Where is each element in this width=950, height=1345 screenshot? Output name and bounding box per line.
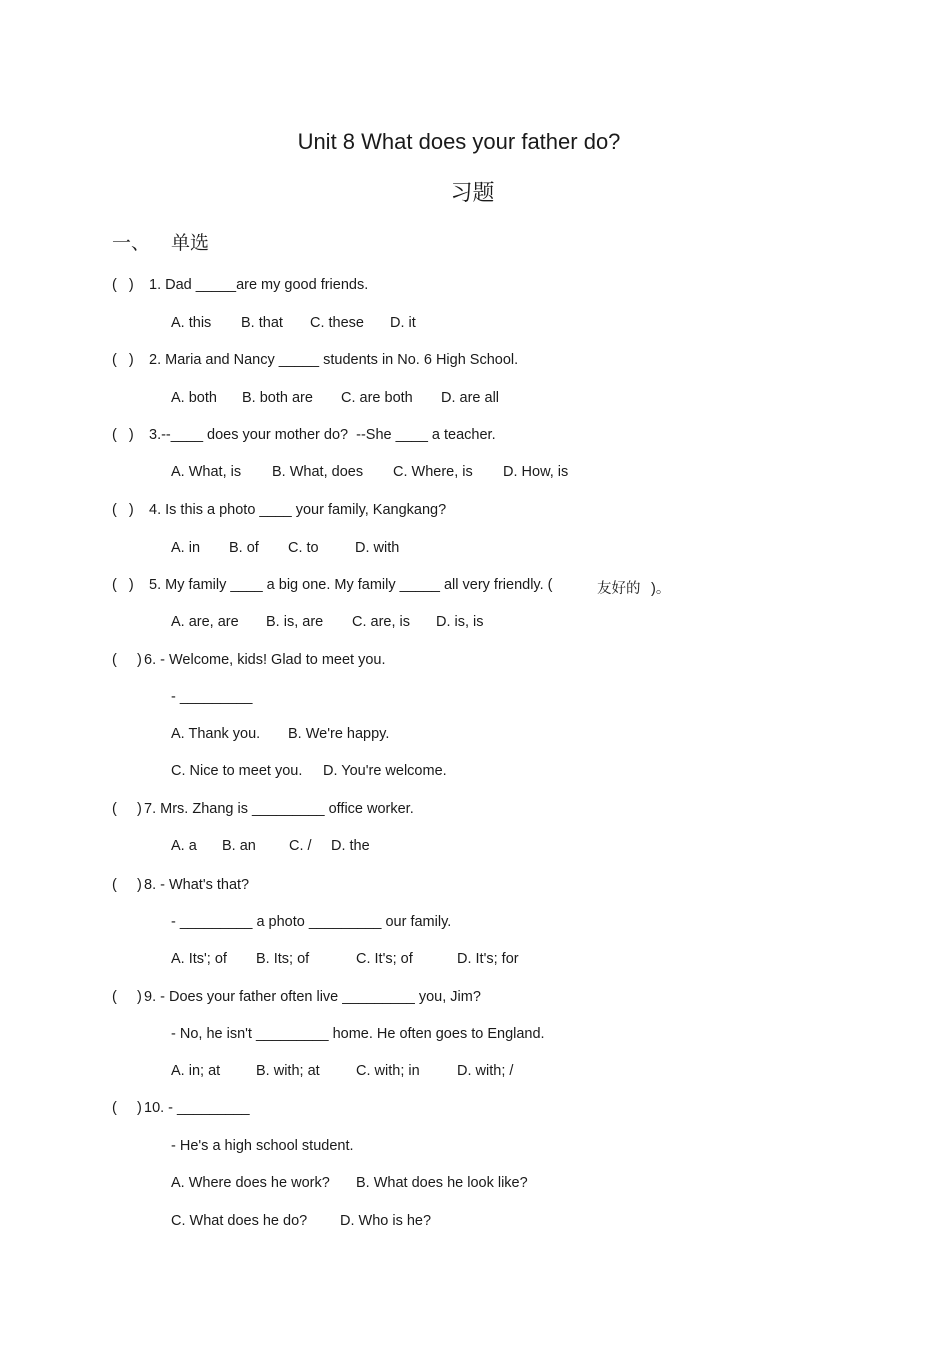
q1-option-b: B. that bbox=[241, 315, 283, 331]
q5-option-d: D. is, is bbox=[436, 614, 484, 630]
section-label: 单选 bbox=[171, 233, 210, 254]
question-2: 2. Maria and Nancy _____ students in No. 6 High School. bbox=[149, 352, 519, 368]
question-7: 7. Mrs. Zhang is _________ office worker. bbox=[144, 801, 414, 817]
answer-paren: ( ) bbox=[112, 427, 134, 443]
q2-option-c: C. are both bbox=[341, 390, 413, 406]
q4-option-c: C. to bbox=[288, 540, 319, 556]
answer-paren: ( ) bbox=[112, 277, 134, 293]
q10-option-b: B. What does he look like? bbox=[356, 1175, 528, 1191]
answer-paren: ( ) bbox=[112, 577, 134, 593]
q10-option-d: D. Who is he? bbox=[340, 1213, 432, 1229]
q8-option-b: B. Its; of bbox=[256, 951, 310, 967]
q1-option-c: C. these bbox=[310, 315, 364, 331]
answer-paren: ( ) bbox=[112, 989, 142, 1005]
q2-option-a: A. both bbox=[171, 390, 217, 406]
q5-close-paren: )。 bbox=[651, 581, 671, 597]
q6-option-a: A. Thank you. bbox=[171, 726, 261, 742]
answer-paren: ( ) bbox=[112, 652, 142, 668]
question-9: 9. - Does your father often live _________ you, Jim? bbox=[144, 989, 481, 1005]
q10-option-a: A. Where does he work? bbox=[171, 1175, 330, 1191]
answer-paren: ( ) bbox=[112, 801, 142, 817]
q6-option-b: B. We're happy. bbox=[288, 726, 390, 742]
q4-option-d: D. with bbox=[355, 540, 400, 556]
q8-option-a: A. Its'; of bbox=[171, 951, 227, 967]
q9-option-d: D. with; / bbox=[457, 1063, 514, 1079]
q3-option-b: B. What, does bbox=[272, 464, 364, 480]
answer-paren: ( ) bbox=[112, 502, 134, 518]
question-1: 1. Dad _____are my good friends. bbox=[149, 277, 369, 293]
q3-option-c: C. Where, is bbox=[393, 464, 473, 480]
question-5: 5. My family ____ a big one. My family _____ all very friendly. ( bbox=[149, 577, 553, 593]
q2-option-d: D. are all bbox=[441, 390, 500, 406]
question-6: 6. - Welcome, kids! Glad to meet you. bbox=[144, 652, 386, 668]
answer-paren: ( ) bbox=[112, 877, 142, 893]
q7-option-c: C. / bbox=[289, 838, 312, 854]
page-subtitle: 习题 bbox=[450, 180, 495, 205]
q8-option-c: C. It's; of bbox=[356, 951, 413, 967]
q5-chinese-note: 友好的 bbox=[597, 581, 641, 597]
q1-option-d: D. it bbox=[390, 315, 416, 331]
q10-option-c: C. What does he do? bbox=[171, 1213, 308, 1229]
q8-option-d: D. It's; for bbox=[457, 951, 519, 967]
q7-option-a: A. a bbox=[171, 838, 197, 854]
q5-option-a: A. are, are bbox=[171, 614, 239, 630]
question-3: 3.--____ does your mother do? --She ____ a teacher. bbox=[149, 427, 496, 443]
q5-option-c: C. are, is bbox=[352, 614, 411, 630]
q2-option-b: B. both are bbox=[242, 390, 313, 406]
q9-option-b: B. with; at bbox=[256, 1063, 320, 1079]
q3-option-a: A. What, is bbox=[171, 464, 242, 480]
q9-option-c: C. with; in bbox=[356, 1063, 420, 1079]
answer-paren: ( ) bbox=[112, 352, 134, 368]
section-number: 一、 bbox=[112, 233, 151, 254]
q1-option-a: A. this bbox=[171, 315, 212, 331]
q7-option-d: D. the bbox=[331, 838, 370, 854]
q7-option-b: B. an bbox=[222, 838, 256, 854]
page-title: Unit 8 What does your father do? bbox=[297, 129, 621, 154]
question-10: 10. - _________ bbox=[144, 1100, 250, 1116]
q5-option-b: B. is, are bbox=[266, 614, 324, 630]
q8-reply: - _________ a photo _________ our family. bbox=[171, 914, 452, 930]
q6-option-c: C. Nice to meet you. bbox=[171, 763, 303, 779]
q9-reply: - No, he isn't _________ home. He often goes to England. bbox=[171, 1026, 545, 1042]
q4-option-b: B. of bbox=[229, 540, 259, 556]
question-4: 4. Is this a photo ____ your family, Kangkang? bbox=[149, 502, 447, 518]
question-8: 8. - What's that? bbox=[144, 877, 250, 893]
q4-option-a: A. in bbox=[171, 540, 201, 556]
q9-option-a: A. in; at bbox=[171, 1063, 221, 1079]
q6-reply: - _________ bbox=[171, 689, 253, 705]
q10-reply: - He's a high school student. bbox=[171, 1138, 354, 1154]
q6-option-d: D. You're welcome. bbox=[323, 763, 447, 779]
answer-paren: ( ) bbox=[112, 1100, 142, 1116]
q3-option-d: D. How, is bbox=[503, 464, 569, 480]
